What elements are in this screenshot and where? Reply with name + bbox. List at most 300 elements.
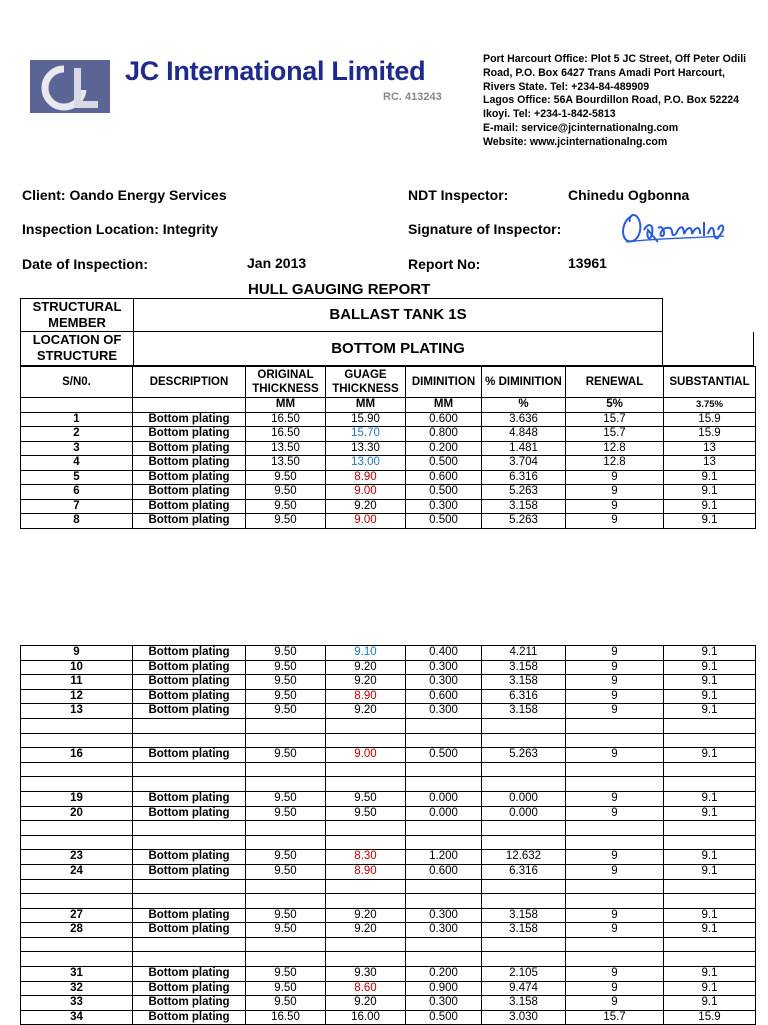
- empty-cell: [326, 952, 406, 967]
- pct-diminition-cell: 5.263: [482, 748, 566, 763]
- table-row: [21, 806, 756, 821]
- empty-cell: [664, 777, 756, 792]
- original-thickness-cell: 9.50: [246, 646, 326, 661]
- description-cell: Bottom plating: [133, 456, 246, 471]
- description-cell: Bottom plating: [133, 689, 246, 704]
- sn-cell: 3: [21, 441, 133, 456]
- pct-diminition-cell: 3.158: [482, 908, 566, 923]
- empty-cell: [482, 777, 566, 792]
- substantial-cell: 15.9: [664, 427, 756, 442]
- gauge-thickness-cell: 13.00: [326, 456, 406, 471]
- client-label: Client: Oando Energy Services: [22, 187, 227, 203]
- sn-cell: 16: [21, 748, 133, 763]
- office-line: Port Harcourt Office: Plot 5 JC Street, Off Peter Odili: [483, 53, 747, 65]
- empty-cell: [482, 718, 566, 733]
- empty-cell: [246, 733, 326, 748]
- original-thickness-cell: 9.50: [246, 470, 326, 485]
- column-header-sn: S/N0.: [21, 367, 133, 398]
- table-row: [21, 937, 756, 952]
- unit-pct-diminition: %: [482, 398, 566, 413]
- empty-cell: [482, 894, 566, 909]
- gauge-thickness-cell: 8.90: [326, 864, 406, 879]
- diminition-cell: 0.600: [406, 864, 482, 879]
- original-thickness-cell: 13.50: [246, 441, 326, 456]
- diminition-cell: 0.300: [406, 660, 482, 675]
- empty-cell: [326, 762, 406, 777]
- sn-cell: 33: [21, 996, 133, 1011]
- sn-cell: 32: [21, 981, 133, 996]
- diminition-cell: 0.200: [406, 441, 482, 456]
- empty-cell: [482, 835, 566, 850]
- substantial-cell: 9.1: [664, 923, 756, 938]
- table-row: [21, 514, 756, 529]
- pct-diminition-cell: 6.316: [482, 470, 566, 485]
- substantial-cell: 13: [664, 456, 756, 471]
- empty-cell: [566, 835, 664, 850]
- empty-cell: [406, 821, 482, 836]
- empty-cell: [482, 733, 566, 748]
- table-row: [21, 777, 756, 792]
- diminition-cell: 0.500: [406, 456, 482, 471]
- gauge-thickness-cell: 16.00: [326, 1010, 406, 1025]
- empty-cell: [326, 894, 406, 909]
- description-cell: Bottom plating: [133, 996, 246, 1011]
- diminition-cell: 0.300: [406, 499, 482, 514]
- gauging-table-page-2: [20, 645, 756, 1025]
- original-thickness-cell: 9.50: [246, 908, 326, 923]
- sn-cell: 12: [21, 689, 133, 704]
- gauge-thickness-cell: 9.50: [326, 806, 406, 821]
- gauge-thickness-cell: 9.00: [326, 485, 406, 500]
- renewal-cell: 9: [566, 923, 664, 938]
- column-header-diminition: DIMINITION: [406, 367, 482, 398]
- gauge-thickness-cell: 13.30: [326, 441, 406, 456]
- empty-cell: [664, 879, 756, 894]
- pct-diminition-cell: 0.000: [482, 791, 566, 806]
- empty-cell: [664, 733, 756, 748]
- pct-diminition-cell: 9.474: [482, 981, 566, 996]
- original-thickness-cell: 9.50: [246, 967, 326, 982]
- substantial-cell: 9.1: [664, 850, 756, 865]
- empty-cell: [21, 937, 133, 952]
- empty-cell: [326, 821, 406, 836]
- unit-sn: [21, 398, 133, 413]
- table-row: [21, 923, 756, 938]
- ndt-inspector-name: Chinedu Ogbonna: [568, 187, 690, 203]
- gauge-thickness-cell: 9.00: [326, 514, 406, 529]
- column-header-row: [21, 367, 756, 398]
- empty-cell: [406, 879, 482, 894]
- empty-cell: [326, 777, 406, 792]
- empty-cell: [406, 762, 482, 777]
- empty-cell: [566, 777, 664, 792]
- unit-diminition: MM: [406, 398, 482, 413]
- unit-original-thickness: MM: [246, 398, 326, 413]
- diminition-cell: 0.600: [406, 412, 482, 427]
- diminition-cell: 0.500: [406, 485, 482, 500]
- diminition-cell: 0.300: [406, 996, 482, 1011]
- diminition-cell: 0.300: [406, 675, 482, 690]
- substantial-cell: 9.1: [664, 470, 756, 485]
- renewal-cell: 9: [566, 514, 664, 529]
- empty-cell: [21, 733, 133, 748]
- registration-number: RC. 413243: [383, 91, 442, 103]
- empty-cell: [566, 894, 664, 909]
- original-thickness-cell: 16.50: [246, 427, 326, 442]
- table-row: [21, 412, 756, 427]
- column-header-substantial: SUBSTANTIAL: [664, 367, 756, 398]
- gauge-thickness-cell: 8.90: [326, 689, 406, 704]
- original-thickness-cell: 16.50: [246, 412, 326, 427]
- description-cell: Bottom plating: [133, 850, 246, 865]
- location-row-end-cell: [662, 332, 754, 366]
- renewal-cell: 9: [566, 689, 664, 704]
- empty-cell: [133, 777, 246, 792]
- diminition-cell: 0.000: [406, 806, 482, 821]
- date-value: Jan 2013: [247, 255, 307, 271]
- original-thickness-cell: 13.50: [246, 456, 326, 471]
- substantial-cell: 9.1: [664, 967, 756, 982]
- substantial-cell: 9.1: [664, 864, 756, 879]
- empty-cell: [21, 762, 133, 777]
- original-thickness-cell: 9.50: [246, 499, 326, 514]
- description-cell: Bottom plating: [133, 470, 246, 485]
- gauge-thickness-cell: 9.00: [326, 748, 406, 763]
- structural-member-value: BALLAST TANK 1S: [329, 306, 467, 323]
- empty-cell: [406, 894, 482, 909]
- substantial-cell: 9.1: [664, 704, 756, 719]
- diminition-cell: 0.500: [406, 748, 482, 763]
- empty-cell: [246, 718, 326, 733]
- gauge-thickness-cell: 9.10: [326, 646, 406, 661]
- ndt-inspector-label: NDT Inspector:: [408, 187, 509, 203]
- column-header-description: DESCRIPTION: [133, 367, 246, 398]
- empty-cell: [21, 777, 133, 792]
- original-thickness-cell: 9.50: [246, 806, 326, 821]
- gauge-thickness-cell: 9.20: [326, 704, 406, 719]
- table-row: [21, 470, 756, 485]
- table-row: [21, 689, 756, 704]
- table-row: [21, 441, 756, 456]
- sn-cell: 10: [21, 660, 133, 675]
- description-cell: Bottom plating: [133, 908, 246, 923]
- empty-cell: [133, 894, 246, 909]
- sn-cell: 19: [21, 791, 133, 806]
- table-row: [21, 748, 756, 763]
- empty-cell: [326, 718, 406, 733]
- original-thickness-cell: 9.50: [246, 748, 326, 763]
- renewal-cell: 9: [566, 981, 664, 996]
- empty-cell: [246, 937, 326, 952]
- description-cell: Bottom plating: [133, 967, 246, 982]
- office-line: Road, P.O. Box 6427 Trans Amadi Port Harcourt,: [483, 66, 725, 79]
- table-row: [21, 718, 756, 733]
- empty-cell: [246, 777, 326, 792]
- office-line: Lagos Office: 56A Bourdillon Road, P.O. Box 52224: [483, 94, 740, 107]
- original-thickness-cell: 9.50: [246, 514, 326, 529]
- table-row: [21, 762, 756, 777]
- pct-diminition-cell: 1.481: [482, 441, 566, 456]
- table-row: [21, 908, 756, 923]
- sn-cell: 34: [21, 1010, 133, 1025]
- pct-diminition-cell: 3.158: [482, 499, 566, 514]
- sn-cell: 27: [21, 908, 133, 923]
- description-cell: Bottom plating: [133, 981, 246, 996]
- pct-diminition-cell: 3.636: [482, 412, 566, 427]
- column-header-pct-diminition: % DIMINITION: [482, 367, 566, 398]
- table-row: [21, 646, 756, 661]
- gauge-thickness-cell: 9.20: [326, 996, 406, 1011]
- gauge-thickness-cell: 9.20: [326, 675, 406, 690]
- diminition-cell: 0.000: [406, 791, 482, 806]
- empty-cell: [21, 718, 133, 733]
- pct-diminition-cell: 4.848: [482, 427, 566, 442]
- substantial-cell: 9.1: [664, 996, 756, 1011]
- table-row: [21, 835, 756, 850]
- empty-cell: [326, 879, 406, 894]
- office-line: E-mail: service@jcinternationalng.com: [483, 121, 679, 134]
- empty-cell: [406, 777, 482, 792]
- table-row: [21, 894, 756, 909]
- diminition-cell: 0.600: [406, 470, 482, 485]
- description-cell: Bottom plating: [133, 499, 246, 514]
- unit-renewal: 5%: [566, 398, 664, 413]
- empty-cell: [664, 762, 756, 777]
- unit-substantial: 3.75%: [664, 398, 756, 413]
- renewal-cell: 12.8: [566, 456, 664, 471]
- location-label: LOCATION OF STRUCTURE: [21, 332, 134, 365]
- empty-cell: [406, 733, 482, 748]
- diminition-cell: 0.300: [406, 704, 482, 719]
- table-row: [21, 456, 756, 471]
- table-row: [21, 499, 756, 514]
- original-thickness-cell: 9.50: [246, 675, 326, 690]
- diminition-cell: 1.200: [406, 850, 482, 865]
- pct-diminition-cell: 4.211: [482, 646, 566, 661]
- office-line: Rivers State. Tel: +234-84-489909: [483, 80, 650, 93]
- empty-cell: [482, 879, 566, 894]
- original-thickness-cell: 9.50: [246, 791, 326, 806]
- table-row: [21, 485, 756, 500]
- renewal-cell: 9: [566, 864, 664, 879]
- sn-cell: 23: [21, 850, 133, 865]
- table-row: [21, 996, 756, 1011]
- renewal-cell: 15.7: [566, 1010, 664, 1025]
- units-row: [21, 398, 756, 413]
- empty-cell: [664, 835, 756, 850]
- renewal-cell: 9: [566, 675, 664, 690]
- pct-diminition-cell: 5.263: [482, 485, 566, 500]
- substantial-cell: 9.1: [664, 806, 756, 821]
- empty-cell: [21, 894, 133, 909]
- substantial-cell: 9.1: [664, 791, 756, 806]
- date-label: Date of Inspection:: [22, 256, 149, 272]
- gauge-thickness-cell: 9.20: [326, 923, 406, 938]
- diminition-cell: 0.800: [406, 427, 482, 442]
- substantial-cell: 9.1: [664, 646, 756, 661]
- table-row: [21, 791, 756, 806]
- original-thickness-cell: 9.50: [246, 864, 326, 879]
- gauge-thickness-cell: 9.20: [326, 499, 406, 514]
- empty-cell: [482, 821, 566, 836]
- table-row: [21, 821, 756, 836]
- renewal-cell: 9: [566, 470, 664, 485]
- sn-cell: 2: [21, 427, 133, 442]
- sn-cell: 9: [21, 646, 133, 661]
- empty-cell: [133, 937, 246, 952]
- renewal-cell: 9: [566, 485, 664, 500]
- empty-cell: [566, 952, 664, 967]
- pct-diminition-cell: 3.030: [482, 1010, 566, 1025]
- empty-cell: [133, 821, 246, 836]
- empty-cell: [566, 733, 664, 748]
- original-thickness-cell: 9.50: [246, 981, 326, 996]
- table-row: [21, 879, 756, 894]
- renewal-cell: 9: [566, 748, 664, 763]
- table-row: [21, 733, 756, 748]
- renewal-cell: 9: [566, 967, 664, 982]
- table-row: [21, 864, 756, 879]
- location-row: [20, 332, 663, 366]
- empty-cell: [133, 718, 246, 733]
- sn-cell: 1: [21, 412, 133, 427]
- empty-cell: [664, 821, 756, 836]
- description-cell: Bottom plating: [133, 806, 246, 821]
- empty-cell: [246, 762, 326, 777]
- description-cell: Bottom plating: [133, 427, 246, 442]
- empty-cell: [482, 762, 566, 777]
- column-header-original-thickness: ORIGINAL THICKNESS: [246, 367, 326, 398]
- empty-cell: [246, 894, 326, 909]
- gauge-thickness-cell: 15.90: [326, 412, 406, 427]
- empty-cell: [664, 894, 756, 909]
- pct-diminition-cell: 5.263: [482, 514, 566, 529]
- inspector-signature: [618, 208, 728, 250]
- pct-diminition-cell: 3.158: [482, 704, 566, 719]
- description-cell: Bottom plating: [133, 923, 246, 938]
- report-no-label: Report No:: [408, 256, 481, 272]
- renewal-cell: 12.8: [566, 441, 664, 456]
- empty-cell: [133, 879, 246, 894]
- table-row: [21, 1010, 756, 1025]
- empty-cell: [566, 937, 664, 952]
- empty-cell: [566, 718, 664, 733]
- empty-cell: [406, 835, 482, 850]
- table-row: [21, 427, 756, 442]
- diminition-cell: 0.500: [406, 1010, 482, 1025]
- table-row: [21, 850, 756, 865]
- substantial-cell: 9.1: [664, 485, 756, 500]
- substantial-cell: 9.1: [664, 514, 756, 529]
- renewal-cell: 9: [566, 499, 664, 514]
- sn-cell: 5: [21, 470, 133, 485]
- gauge-thickness-cell: 9.50: [326, 791, 406, 806]
- unit-gauge-thickness: MM: [326, 398, 406, 413]
- pct-diminition-cell: 12.632: [482, 850, 566, 865]
- gauge-thickness-cell: 9.20: [326, 908, 406, 923]
- structural-member-label: STRUCTURAL MEMBER: [21, 299, 134, 331]
- gauging-table-page-1: [20, 366, 756, 529]
- substantial-cell: 15.9: [664, 1010, 756, 1025]
- report-title: HULL GAUGING REPORT: [248, 281, 431, 298]
- column-header-gauge-thickness: GUAGE THICKNESS: [326, 367, 406, 398]
- sn-cell: 20: [21, 806, 133, 821]
- empty-cell: [133, 952, 246, 967]
- description-cell: Bottom plating: [133, 514, 246, 529]
- renewal-cell: 9: [566, 646, 664, 661]
- table-row: [21, 675, 756, 690]
- empty-cell: [664, 952, 756, 967]
- description-cell: Bottom plating: [133, 660, 246, 675]
- diminition-cell: 0.300: [406, 908, 482, 923]
- gauge-thickness-cell: 8.60: [326, 981, 406, 996]
- office-address: [483, 53, 746, 150]
- substantial-cell: 15.9: [664, 412, 756, 427]
- column-header-renewal: RENEWAL: [566, 367, 664, 398]
- sn-cell: 4: [21, 456, 133, 471]
- renewal-cell: 9: [566, 704, 664, 719]
- description-cell: Bottom plating: [133, 675, 246, 690]
- pct-diminition-cell: 3.704: [482, 456, 566, 471]
- empty-cell: [133, 835, 246, 850]
- gauge-thickness-cell: 8.30: [326, 850, 406, 865]
- empty-cell: [246, 821, 326, 836]
- diminition-cell: 0.400: [406, 646, 482, 661]
- sn-cell: 28: [21, 923, 133, 938]
- location-value: BOTTOM PLATING: [331, 340, 465, 357]
- gauge-thickness-cell: 8.90: [326, 470, 406, 485]
- empty-cell: [664, 937, 756, 952]
- office-line: Website: www.jcinternationalng.com: [483, 135, 668, 148]
- empty-cell: [246, 879, 326, 894]
- original-thickness-cell: 9.50: [246, 996, 326, 1011]
- pct-diminition-cell: 3.158: [482, 675, 566, 690]
- renewal-cell: 9: [566, 850, 664, 865]
- empty-cell: [246, 835, 326, 850]
- pct-diminition-cell: 0.000: [482, 806, 566, 821]
- sn-cell: 24: [21, 864, 133, 879]
- empty-cell: [482, 952, 566, 967]
- description-cell: Bottom plating: [133, 441, 246, 456]
- renewal-cell: 9: [566, 806, 664, 821]
- company-name: JC International Limited: [125, 56, 426, 86]
- original-thickness-cell: 9.50: [246, 850, 326, 865]
- inspection-location: Inspection Location: Integrity: [22, 221, 219, 237]
- signature-label: Signature of Inspector:: [408, 221, 562, 237]
- structural-member-row: [20, 298, 663, 332]
- empty-cell: [326, 937, 406, 952]
- empty-cell: [326, 835, 406, 850]
- renewal-cell: 9: [566, 660, 664, 675]
- renewal-cell: 9: [566, 996, 664, 1011]
- sn-cell: 6: [21, 485, 133, 500]
- pct-diminition-cell: 6.316: [482, 689, 566, 704]
- sn-cell: 7: [21, 499, 133, 514]
- empty-cell: [21, 821, 133, 836]
- empty-cell: [482, 937, 566, 952]
- original-thickness-cell: 16.50: [246, 1010, 326, 1025]
- diminition-cell: 0.900: [406, 981, 482, 996]
- empty-cell: [246, 952, 326, 967]
- empty-cell: [21, 952, 133, 967]
- original-thickness-cell: 9.50: [246, 704, 326, 719]
- empty-cell: [326, 733, 406, 748]
- empty-cell: [566, 821, 664, 836]
- unit-description: [133, 398, 246, 413]
- substantial-cell: 9.1: [664, 908, 756, 923]
- pct-diminition-cell: 3.158: [482, 660, 566, 675]
- description-cell: Bottom plating: [133, 485, 246, 500]
